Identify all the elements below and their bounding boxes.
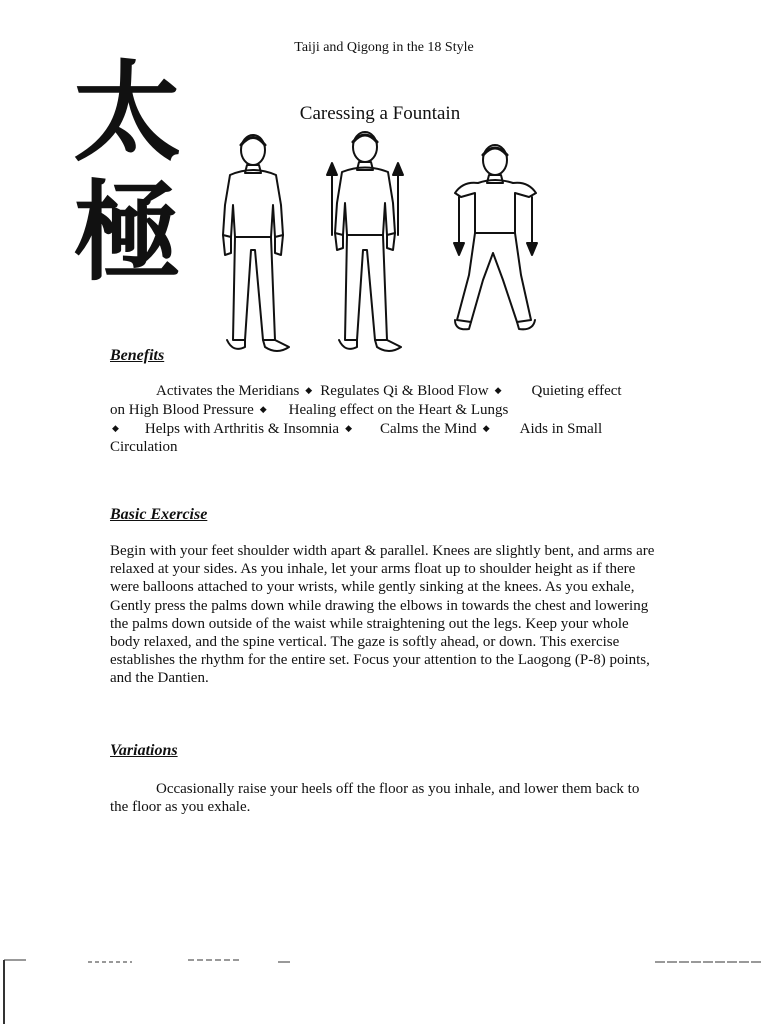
variations-text: Occasionally raise your heels off the floor as you inhale, and lower them back to the floor as you exhale. — [110, 781, 640, 816]
bullet-icon: ◆ — [112, 423, 119, 433]
benefit-item: Healing effect on the Heart & Lungs — [288, 402, 509, 418]
scan-artifacts — [0, 950, 768, 1024]
calligraphy-char-tai: 太 — [73, 51, 182, 176]
figure-exhale — [454, 145, 537, 329]
page-title: Caressing a Fountain — [299, 103, 461, 124]
benefit-item: Regulates Qi & Blood Flow — [320, 383, 489, 399]
benefit-item: Helps with Arthritis & Insomnia — [144, 421, 340, 437]
benefit-item: Activates the Meridians — [156, 383, 300, 399]
calligraphy-char-ji: 極 — [73, 171, 182, 290]
benefits-heading: Benefits — [110, 347, 165, 364]
figure-inhale — [327, 132, 403, 351]
bullet-icon: ◆ — [345, 423, 353, 433]
benefits-list — [110, 381, 630, 456]
basic-exercise-heading: Basic Exercise — [110, 506, 208, 523]
bullet-icon: ◆ — [482, 423, 490, 433]
benefit-item: Quieting effect on High Blood Pressure — [110, 383, 622, 418]
benefit-item: Aids in Small Circulation — [110, 421, 603, 455]
bullet-icon: ◆ — [494, 385, 502, 395]
variations-heading: Variations — [110, 742, 178, 759]
exercise-figures — [205, 125, 565, 365]
bullet-icon: ◆ — [305, 385, 313, 395]
taiji-calligraphy — [68, 50, 198, 290]
figure-standing — [223, 135, 289, 351]
benefit-item: Calms the Mind — [380, 421, 477, 437]
bullet-icon: ◆ — [259, 404, 267, 414]
page-header: Taiji and Qigong in the 18 Style — [294, 40, 474, 55]
basic-exercise-text: Begin with your feet shoulder width apart & parallel. Knees are slightly bent, and arms are relaxed at your sides. As you inhale, let your arms float up to shoulder height as if there were balloons attached to your wrists, while gently sinking at the knees. As you exhale, Gently press the palms down while drawing the elbows in towards the chest and lowering the palms down outside of the waist while straightening out the legs. Keep your whole body relaxed, and the spine vertical. The gaze is softly ahead, or down. This exercise establishes the rhythm for the entire set. Focus your attention to the Laogong (P-8) points, and the Dantien. — [110, 543, 655, 687]
